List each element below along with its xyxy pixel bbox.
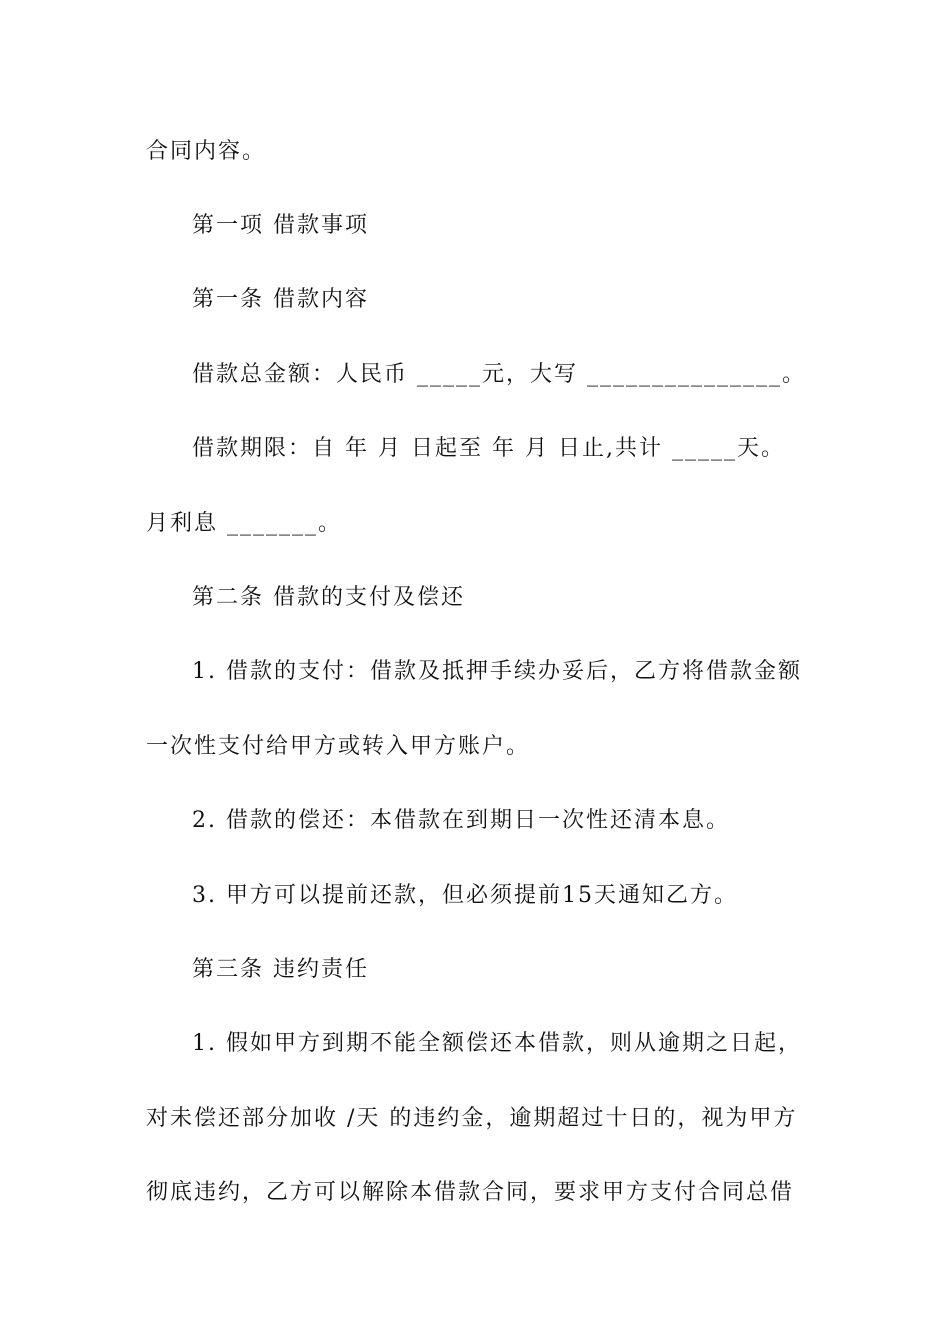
text-line: 借款总金额：人民币 _____元，大写 _______________。 bbox=[192, 362, 806, 387]
text-line: 一次性支付给甲方或转入甲方账户。 bbox=[146, 734, 531, 759]
text-line: 彻底违约，乙方可以解除本借款合同，要求甲方支付合同总借 bbox=[146, 1180, 795, 1205]
text-line: 1. 借款的支付：借款及抵押手续办妥后，乙方将借款金额 bbox=[192, 659, 802, 684]
text-line: 合同内容。 bbox=[146, 139, 267, 164]
text-line: 1. 假如甲方到期不能全额偿还本借款，则从逾期之日起， bbox=[192, 1031, 802, 1056]
text-line: 2. 借款的偿还：本借款在到期日一次性还清本息。 bbox=[192, 808, 730, 833]
article-heading: 第三条 违约责任 bbox=[192, 957, 369, 982]
text-line: 3. 甲方可以提前还款，但必须提前15天通知乙方。 bbox=[192, 883, 738, 908]
text-line: 对未偿还部分加收 /天 的违约金，逾期超过十日的，视为甲方 bbox=[146, 1106, 798, 1131]
article-heading: 第二条 借款的支付及偿还 bbox=[192, 585, 465, 610]
text-line: 借款期限：自 年 月 日起至 年 月 日止,共计 _____天。 bbox=[192, 436, 785, 461]
section-heading: 第一项 借款事项 bbox=[192, 213, 369, 238]
text-line: 月利息 _______。 bbox=[146, 511, 342, 536]
article-heading: 第一条 借款内容 bbox=[192, 287, 369, 312]
